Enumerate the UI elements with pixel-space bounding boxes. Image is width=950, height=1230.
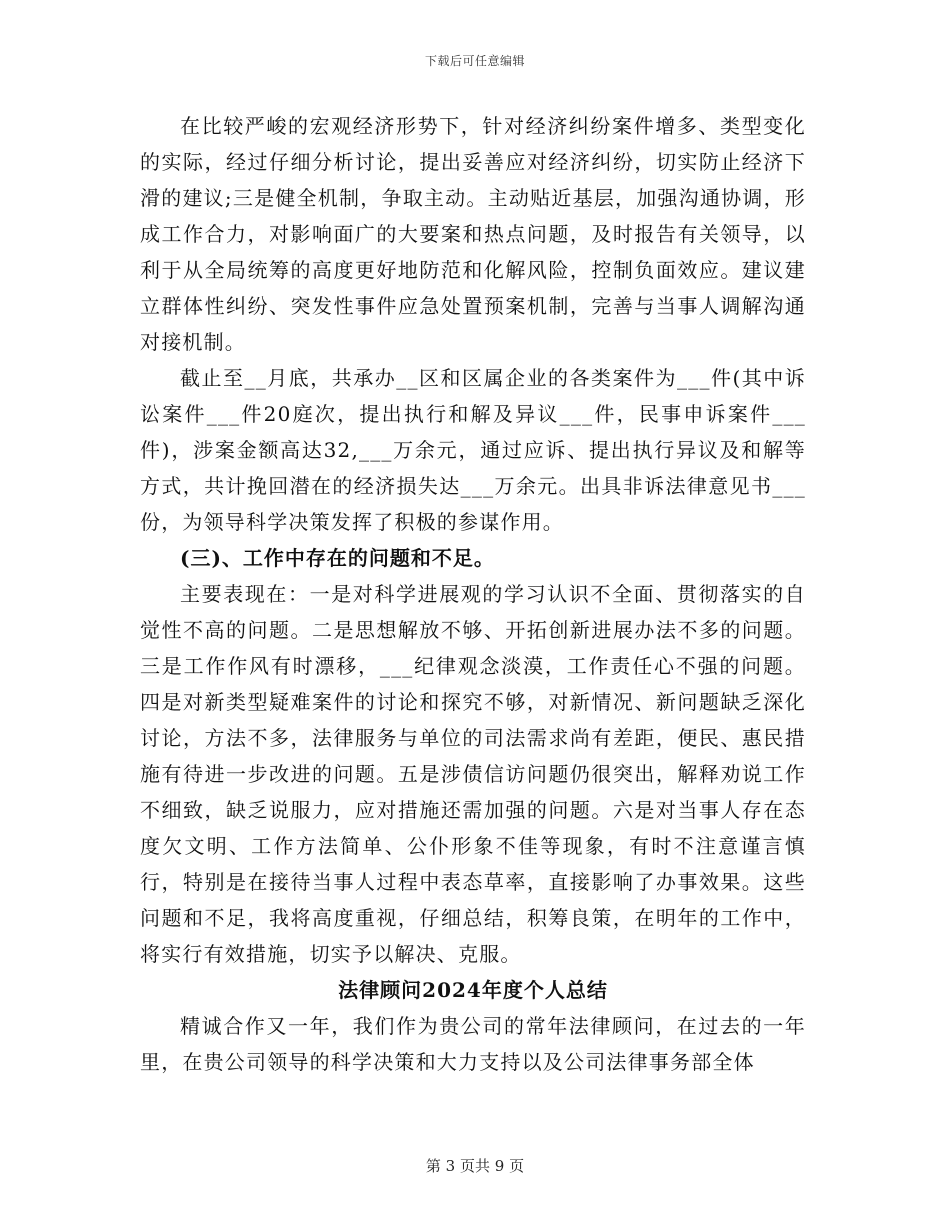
document-body [140, 108, 806, 1080]
paragraph-summary-intro: 精诚合作又一年，我们作为贵公司的常年法律顾问，在过去的一年里，在贵公司领导的科学决策和大力支持以及公司法律事务部全体 [140, 1014, 806, 1074]
paragraph-mechanism: 在比较严峻的宏观经济形势下，针对经济纠纷案件增多、类型变化的实际，经过仔细分析讨论，提出妥善应对经济纠纷，切实防止经济下滑的建议;三是健全机制，争取主动。主动贴近基层，加强沟通协调，形成工作合力，对影响面广的大要案和热点问题，及时报告有关领导，以利于从全局统筹的高度更好地防范和化解风险，控制负面效应。建议建立群体性纠纷、突发性事件应急处置预案机制，完善与当事人调解沟通对接机制。 [140, 114, 806, 354]
paragraph-problems: 主要表现在：一是对科学进展观的学习认识不全面、贯彻落实的自觉性不高的问题。二是思想解放不够、开拓创新进展办法不多的问题。三是工作作风有时漂移，___纪律观念淡漠，工作责任心不强的问题。四是对新类型疑难案件的讨论和探究不够，对新情况、新问题缺乏深化讨论，方法不多，法律服务与单位的司法需求尚有差距，便民、惠民措施有待进一步改进的问题。五是涉债信访问题仍很突出，解释劝说工作不细致，缺乏说服力，应对措施还需加强的问题。六是对当事人存在态度欠文明、工作方法简单、公仆形象不佳等现象，有时不注意谨言慎行，特别是在接待当事人过程中表态草率，直接影响了办事效果。这些问题和不足，我将高度重视，仔细总结，积筹良策，在明年的工作中，将实行有效措施，切实予以解决、克服。 [140, 582, 806, 966]
section-heading-problems: (三)、工作中存在的问题和不足。 [180, 546, 495, 570]
page-number-footer: 第 3 页共 9 页 [425, 1157, 525, 1175]
paragraph-case-statistics: 截止至__月底，共承办__区和区属企业的各类案件为___件(其中诉讼案件___件20庭次，提出执行和解及异议___件，民事申诉案件___件)，涉案金额高达32,___万余元，通过应诉、提出执行异议及和解等方式，共计挽回潜在的经济损失达___万余元。出具非诉法律意见书___份，为领导科学决策发挥了积极的参谋作用。 [140, 366, 806, 534]
document-section-title: 法律顾问2024年度个人总结 [338, 978, 608, 1002]
page-header-note: 下载后可任意编辑 [424, 54, 525, 68]
